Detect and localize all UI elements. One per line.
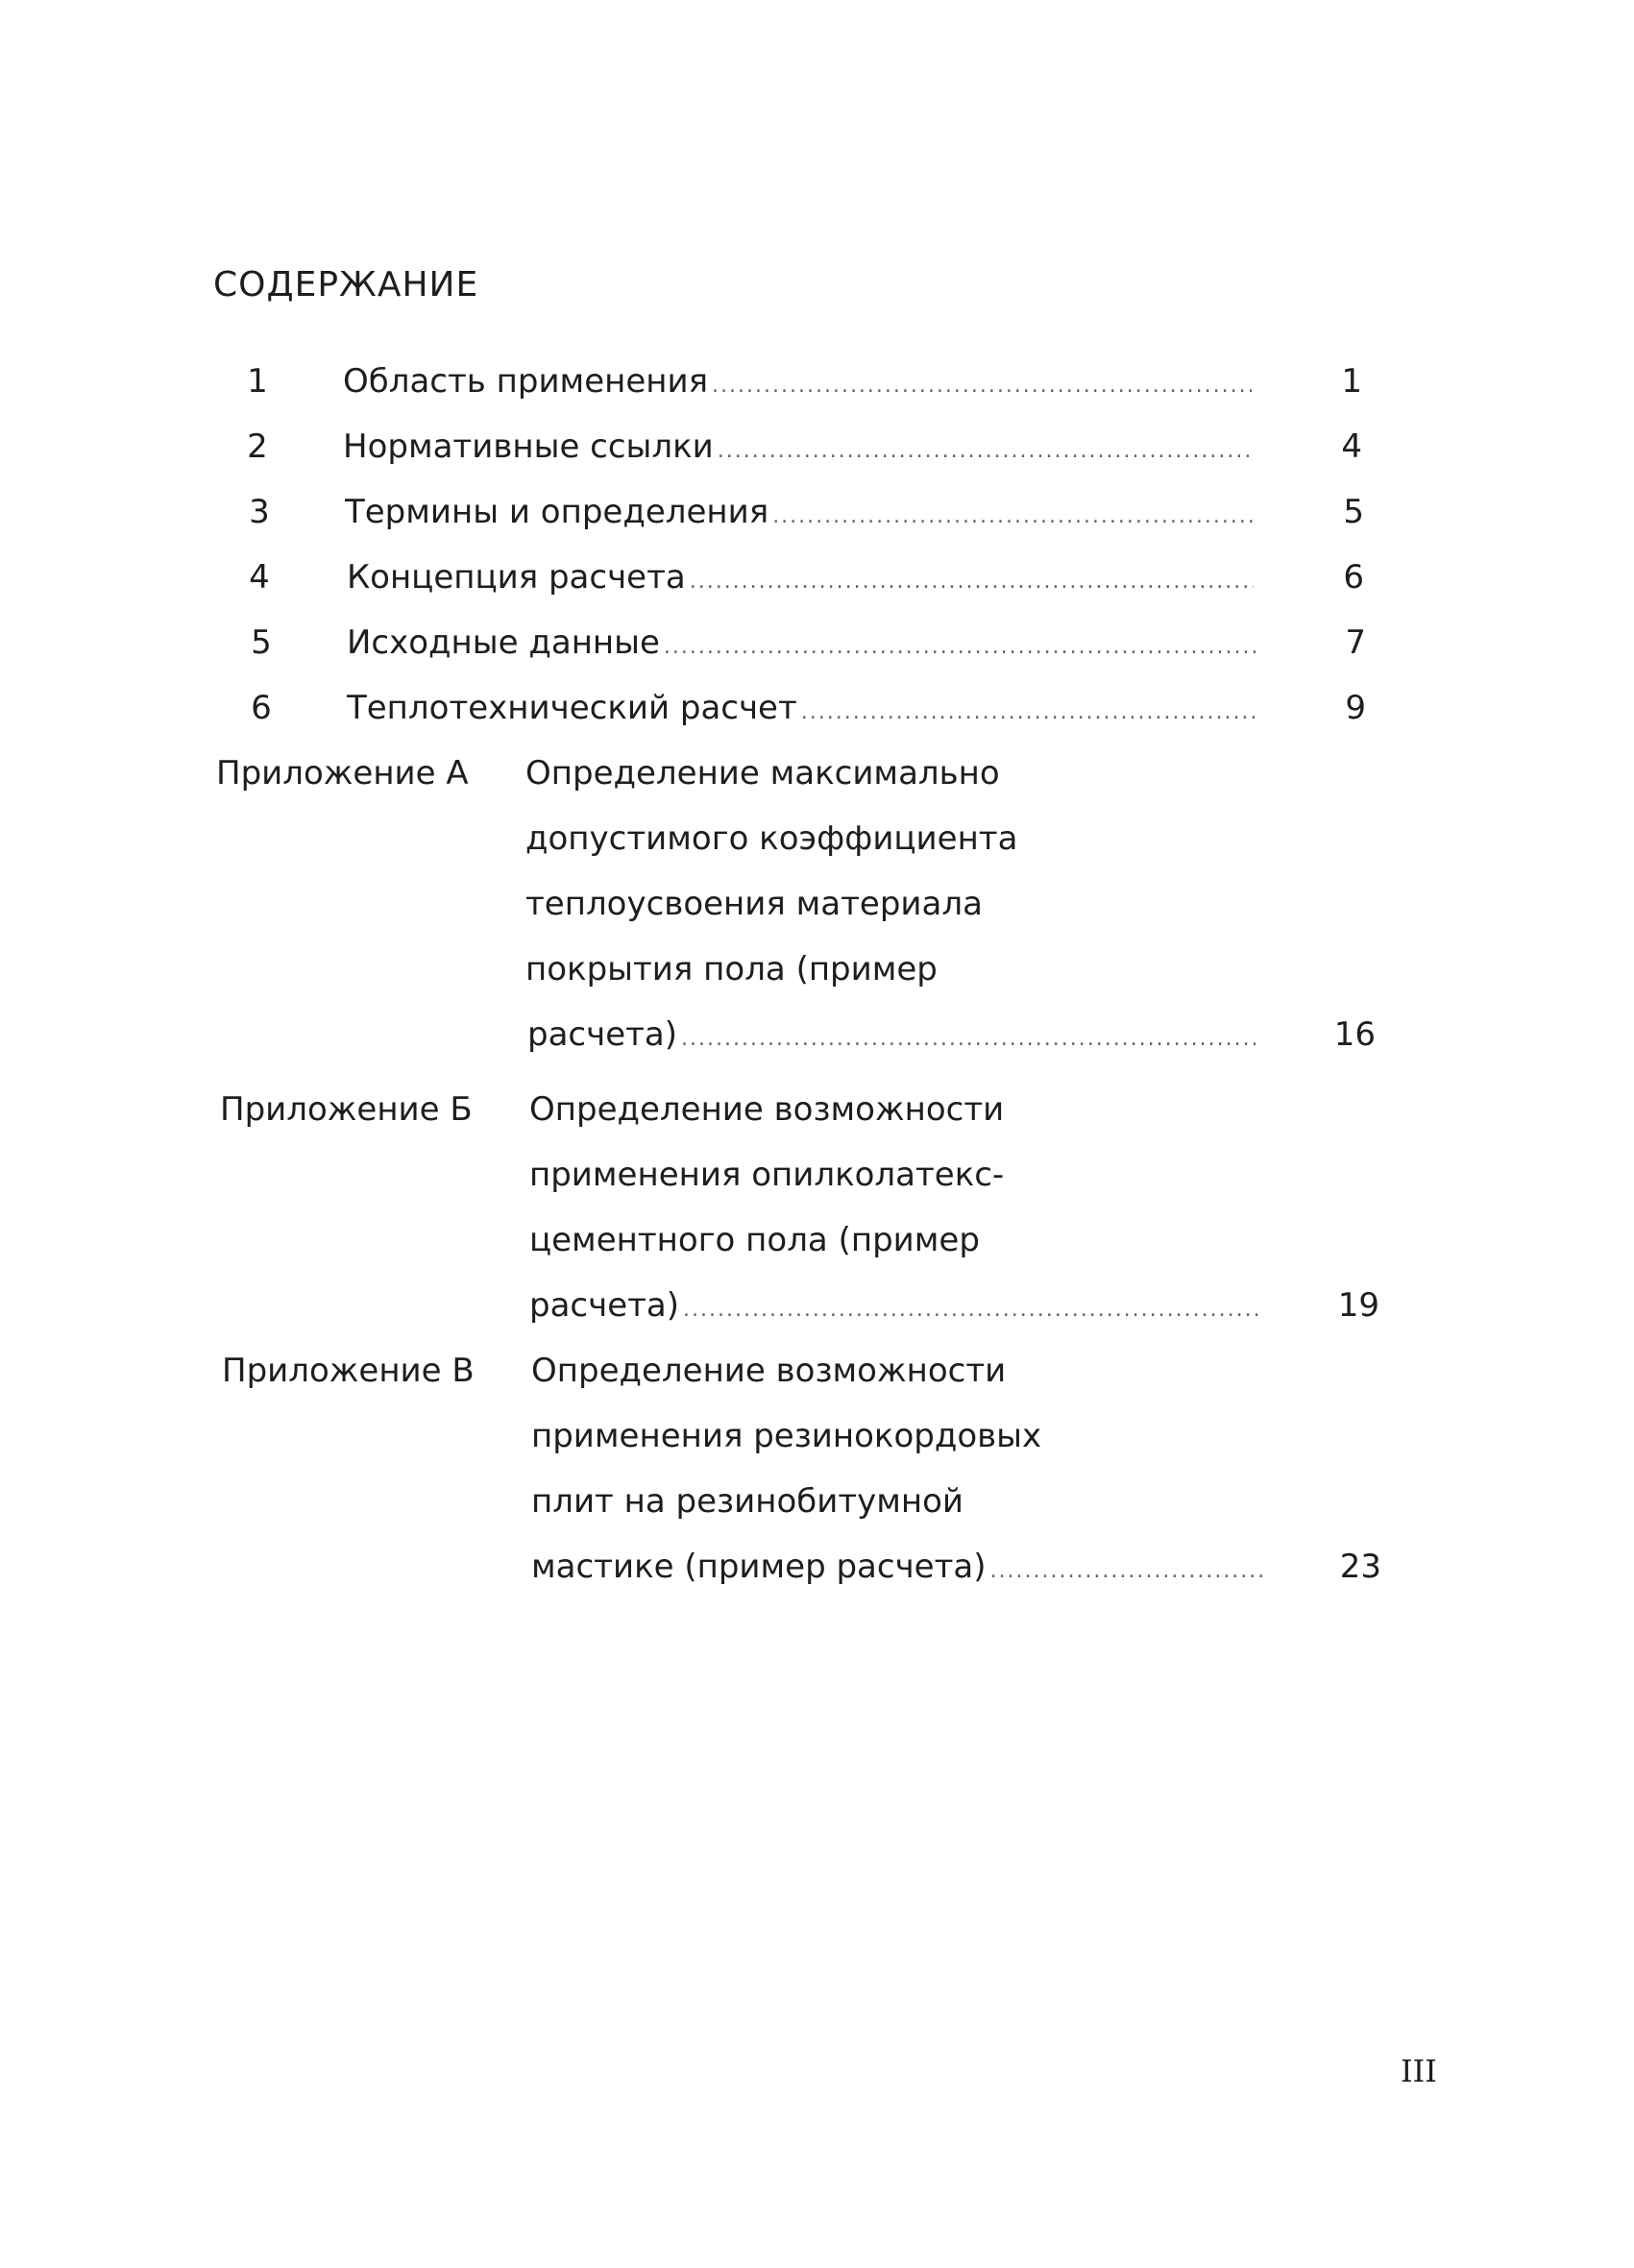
- appendix-title-line: Определение максимально: [525, 754, 1000, 793]
- appendix-row: [0, 750, 1634, 796]
- appendix-row: [0, 1217, 1634, 1263]
- page-title: СОДЕРЖАНИЕ: [213, 265, 479, 305]
- section-number: 6: [251, 689, 272, 727]
- page-number: 19: [1337, 1286, 1379, 1325]
- section-title: Концепция расчета: [347, 558, 686, 597]
- appendix-title-line: допустимого коэффициента: [525, 819, 1018, 858]
- toc-row-5: [0, 620, 1634, 666]
- toc-entry: [531, 1544, 1263, 1595]
- appendix-title-line: расчета): [527, 1015, 678, 1054]
- toc-entry: [343, 424, 1252, 475]
- appendix-title-line: применения опилколатекс-: [529, 1156, 1005, 1194]
- appendix-title-line: применения резинокордовых: [531, 1417, 1042, 1455]
- appendix-title-line: покрытия пола (пример: [525, 950, 938, 988]
- appendix-title-line: расчета): [529, 1286, 680, 1325]
- section-number: 3: [249, 493, 270, 531]
- appendix-title-line: Определение возможности: [529, 1090, 1005, 1129]
- section-number: 2: [247, 427, 268, 466]
- page-number: 7: [1345, 623, 1366, 662]
- dot-leader: [683, 1287, 1259, 1333]
- toc-entry: [527, 1012, 1256, 1062]
- page-number: 9: [1345, 689, 1366, 727]
- section-number: 4: [249, 558, 270, 597]
- section-number: 5: [251, 623, 272, 662]
- appendix-row: [0, 1348, 1634, 1394]
- appendix-row: [0, 1413, 1634, 1459]
- appendix-title-line: теплоусвоения материала: [525, 885, 983, 923]
- appendix-row: [0, 946, 1634, 992]
- dot-leader: [801, 690, 1256, 736]
- section-title: Нормативные ссылки: [343, 427, 714, 466]
- appendix-title-line: Определение возможности: [531, 1352, 1007, 1390]
- dot-leader: [681, 1016, 1256, 1062]
- toc-entry: [343, 358, 1252, 409]
- section-number: 1: [247, 362, 268, 401]
- page-number: 23: [1339, 1548, 1381, 1586]
- page-number: 1: [1341, 362, 1362, 401]
- toc-row-2: [0, 424, 1634, 470]
- toc-row-4: [0, 554, 1634, 600]
- dot-leader: [712, 363, 1252, 409]
- appendix-row: [0, 1544, 1634, 1590]
- dot-leader: [772, 494, 1254, 540]
- dot-leader: [664, 624, 1256, 671]
- appendix-row: [0, 881, 1634, 927]
- section-title: Область применения: [343, 362, 709, 401]
- dot-leader: [690, 559, 1254, 605]
- dot-leader: [990, 1549, 1264, 1595]
- appendix-row: [0, 1478, 1634, 1524]
- appendix-row: [0, 816, 1634, 862]
- toc-entry: [347, 685, 1256, 736]
- appendix-title-line: цементного пола (пример: [529, 1221, 980, 1259]
- toc-entry: [347, 620, 1256, 671]
- page-number: 16: [1333, 1015, 1376, 1054]
- appendix-title-line: мастике (пример расчета): [531, 1548, 987, 1586]
- appendix-row: [0, 1012, 1634, 1058]
- toc-entry: [345, 489, 1254, 540]
- page-number: 4: [1341, 427, 1362, 466]
- section-title: Термины и определения: [345, 493, 769, 531]
- page-number: 6: [1343, 558, 1364, 597]
- toc-row-3: [0, 489, 1634, 535]
- toc-row-6: [0, 685, 1634, 731]
- toc-entry: [347, 554, 1254, 605]
- appendix-label: Приложение В: [222, 1352, 475, 1390]
- appendix-row: [0, 1086, 1634, 1133]
- section-title: Исходные данные: [347, 623, 660, 662]
- page-number: 5: [1343, 493, 1364, 531]
- appendix-label: Приложение Б: [220, 1090, 473, 1129]
- appendix-row: [0, 1152, 1634, 1198]
- toc-entry: [529, 1282, 1259, 1333]
- toc-row-1: [0, 358, 1634, 404]
- folio-page-number: III: [1401, 2053, 1437, 2089]
- section-title: Теплотехнический расчет: [347, 689, 797, 727]
- appendix-title-line: плит на резинобитумной: [531, 1482, 964, 1521]
- dot-leader: [718, 428, 1252, 475]
- appendix-label: Приложение А: [216, 754, 469, 793]
- appendix-row: [0, 1282, 1634, 1329]
